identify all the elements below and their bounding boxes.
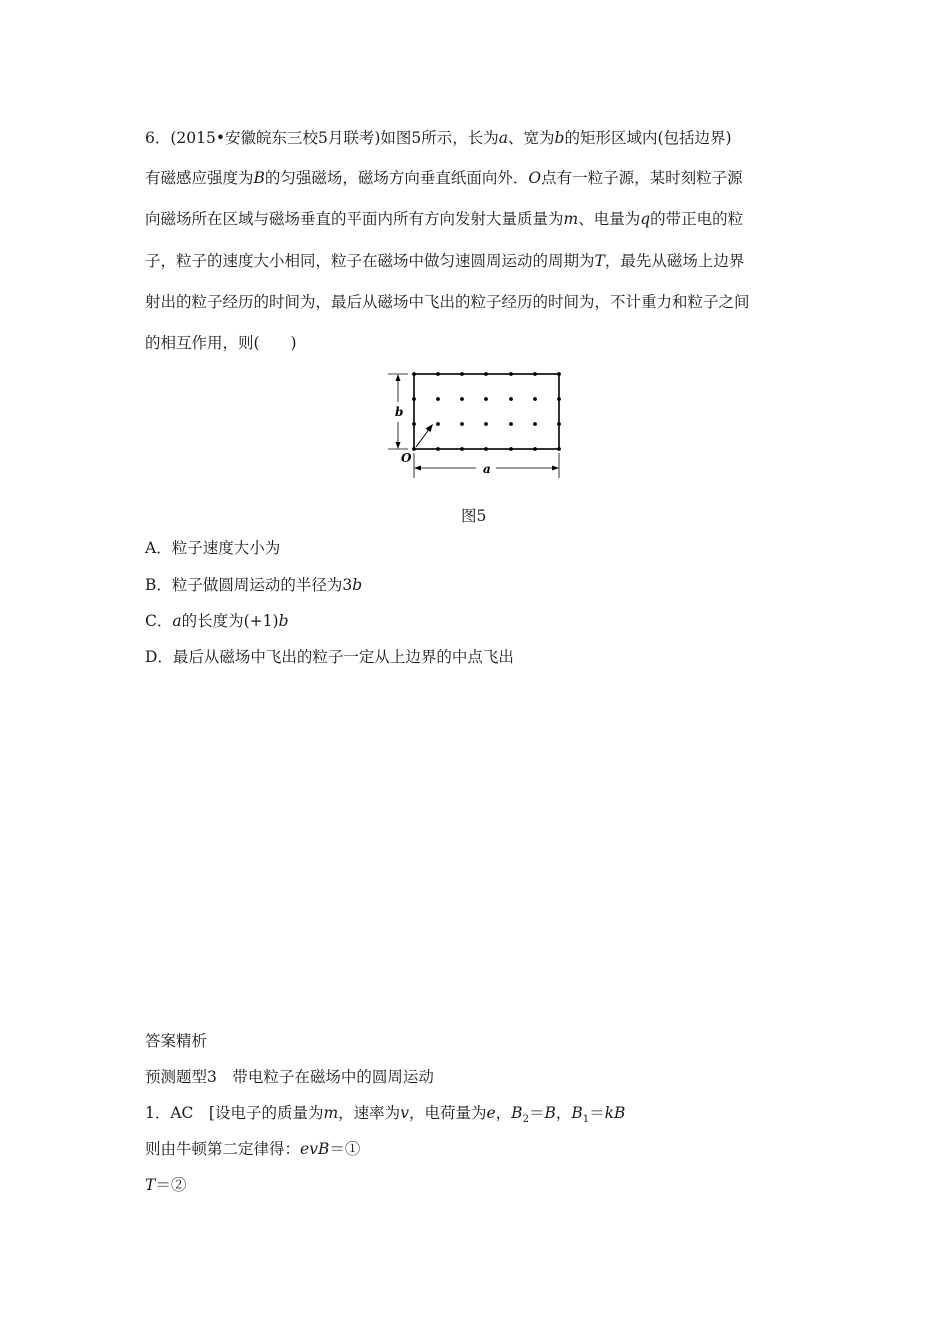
field-dot	[557, 372, 561, 376]
field-dot	[460, 422, 464, 426]
field-dot	[533, 372, 537, 376]
o-label: O	[401, 451, 412, 465]
velocity-arrow	[416, 428, 430, 447]
b-arrowhead-up	[396, 374, 401, 381]
field-dot	[460, 397, 464, 401]
field-dot	[412, 422, 416, 426]
field-dot	[509, 422, 513, 426]
field-dot	[557, 422, 561, 426]
field-dot	[557, 447, 561, 451]
question-line-4: 子，粒子的速度大小相同，粒子在磁场中做匀速圆周运动的周期为T，最先从磁场上边界	[145, 252, 745, 270]
question-line-3: 向磁场所在区域与磁场垂直的平面内所有方向发射大量质量为m、电量为q的带正电的粒	[145, 210, 744, 228]
field-dot	[533, 422, 537, 426]
field-region-rect	[414, 374, 559, 449]
field-dot	[509, 447, 513, 451]
field-dot	[484, 397, 488, 401]
field-dot	[436, 422, 440, 426]
question-line-2: 有磁感应强度为B的匀强磁场，磁场方向垂直纸面向外．O点有一粒子源，某时刻粒子源	[145, 169, 743, 187]
option-b: B．粒子做圆周运动的半径为3b	[145, 576, 363, 594]
field-dots	[412, 372, 561, 451]
answer-section-title: 预测题型3 带电粒子在磁场中的圆周运动	[145, 1068, 434, 1086]
field-dot	[533, 397, 537, 401]
field-dot	[412, 372, 416, 376]
question-line-6: 的相互作用，则( )	[145, 334, 297, 352]
a-label: a	[483, 462, 491, 476]
field-dot	[484, 422, 488, 426]
field-dot	[484, 372, 488, 376]
velocity-arrowhead	[426, 424, 434, 432]
question-line-5: 射出的粒子经历的时间为，最后从磁场中飞出的粒子经历的时间为，不计重力和粒子之间	[145, 293, 750, 311]
field-dot	[436, 372, 440, 376]
field-dot	[460, 372, 464, 376]
field-dot	[533, 447, 537, 451]
figure-caption: 图5	[461, 507, 487, 525]
field-dot	[484, 447, 488, 451]
option-c: C．a的长度为(+1)b	[145, 612, 289, 630]
option-d: D．最后从磁场中飞出的粒子一定从上边界的中点飞出	[145, 648, 514, 666]
answer-line-2: 则由牛顿第二定律得：evB＝①	[145, 1140, 361, 1158]
field-dot	[436, 397, 440, 401]
question-line-1: 6．(2015•安徽皖东三校5月联考)如图5所示，长为a、宽为b的矩形区域内(包括边界)	[145, 129, 732, 147]
answer-heading: 答案精析	[145, 1032, 208, 1050]
magnetic-field-figure	[380, 360, 580, 485]
a-arrowhead-right	[552, 466, 559, 471]
field-dot	[509, 397, 513, 401]
field-dot	[509, 372, 513, 376]
a-arrowhead-left	[414, 466, 421, 471]
field-dot	[460, 447, 464, 451]
answer-line-1: 1．AC [设电子的质量为m，速率为v，电荷量为e，$B_2=B$，$B_1=kB$	[145, 1104, 626, 1126]
option-a: A．粒子速度大小为	[145, 539, 281, 557]
field-dot	[436, 447, 440, 451]
field-dot	[412, 447, 416, 451]
b-label: b	[395, 405, 404, 419]
field-dot	[557, 397, 561, 401]
field-dot	[412, 397, 416, 401]
b-arrowhead-down	[396, 442, 401, 449]
answer-line-3: T＝②	[145, 1176, 187, 1194]
